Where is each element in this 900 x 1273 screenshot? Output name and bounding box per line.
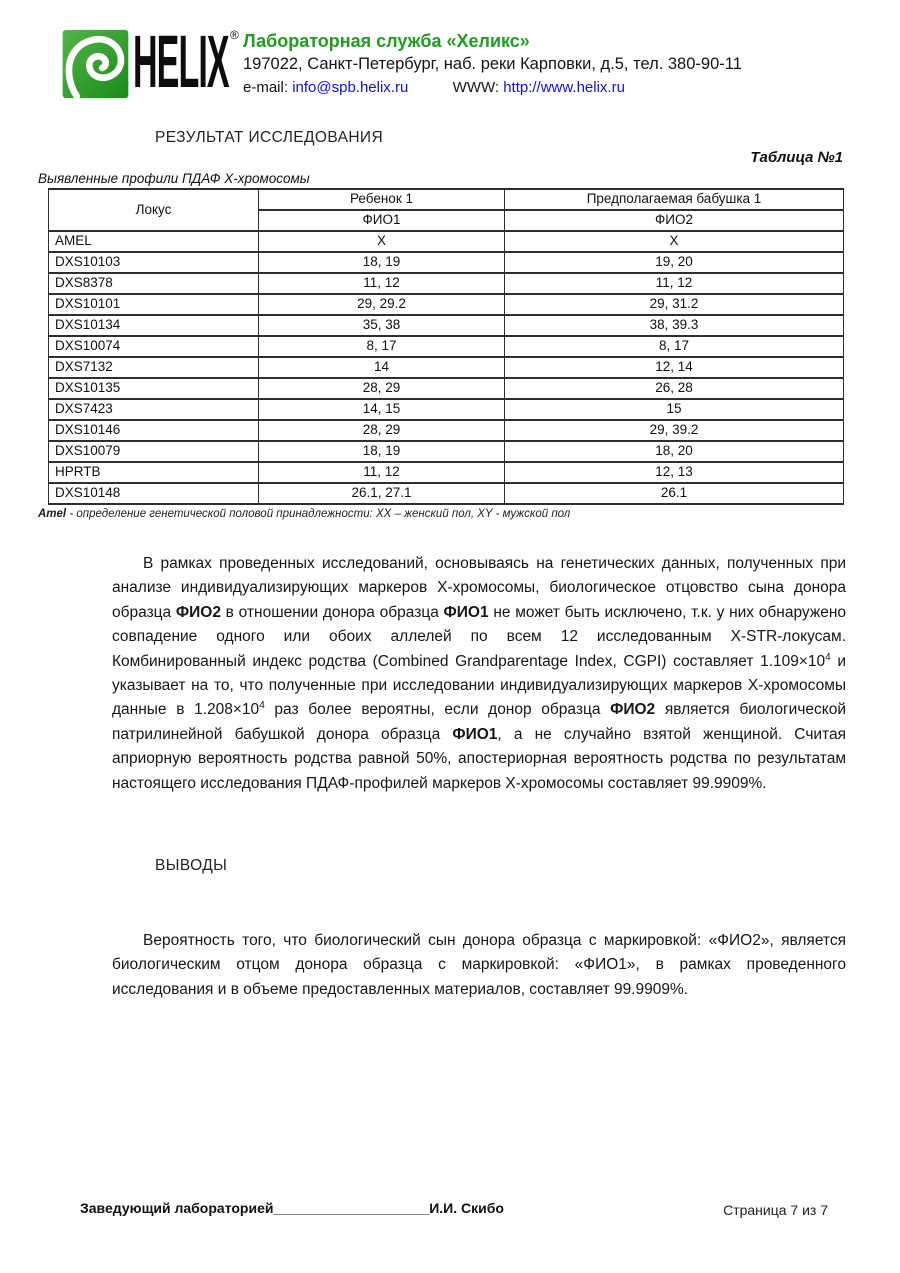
signatory-label: Заведующий лабораторией [80,1200,274,1216]
table-cell-child: 8, 17 [259,336,505,357]
table-cell-child: 35, 38 [259,315,505,336]
str-profiles-table [48,188,844,505]
table-cell-locus: AMEL [49,231,259,252]
helix-spiral-icon [62,29,129,99]
column-header-grandmother: Предполагаемая бабушка 1 [505,189,844,210]
registered-trademark-icon: ® [230,28,239,42]
signatory-name: И.И. Скибо [429,1200,504,1216]
conclusions-paragraph: Вероятность того, что биологический сын донора образца с маркировкой: «ФИО2», является биологическим отцом донора образца с маркировкой: «ФИО1», в рамках проведенного исследования и в объеме предоставленных материалов, составляет 99.9909%. [112,932,846,998]
column-subheader-fio1: ФИО1 [259,210,505,231]
column-header-child: Ребенок 1 [259,189,505,210]
signature-line: ____________________ [273,1200,430,1216]
table-cell-locus: DXS10135 [49,378,259,399]
helix-logo [62,29,129,99]
table-cell-grandmother: 12, 14 [505,357,844,378]
letterhead-text [243,31,742,96]
table-cell-child: 11, 12 [259,462,505,483]
table-cell-locus: HPRTB [49,462,259,483]
table-cell-child: 18, 19 [259,252,505,273]
company-contacts [243,79,742,96]
table-cell-grandmother: 18, 20 [505,441,844,462]
table-cell-child: 26.1, 27.1 [259,483,505,504]
table-cell-locus: DXS7132 [49,357,259,378]
signature-block [80,1200,504,1216]
table-cell-grandmother: 19, 20 [505,252,844,273]
table-cell-grandmother: 38, 39.3 [505,315,844,336]
table-row [49,357,844,378]
table-row [49,273,844,294]
table-cell-locus: DXS10101 [49,294,259,315]
table-cell-child: 11, 12 [259,273,505,294]
column-subheader-fio2: ФИО2 [505,210,844,231]
table-row [49,315,844,336]
table-cell-locus: DXS10148 [49,483,259,504]
table-cell-child: 28, 29 [259,420,505,441]
column-header-locus: Локус [49,189,259,231]
result-heading: РЕЗУЛЬТАТ ИССЛЕДОВАНИЯ [155,129,384,146]
interpretation-paragraph: В рамках проведенных исследований, основываясь на генетических данных, полученных при анализе индивидуализирующих маркеров Х-хромосомы, биологическое отцовство сына донора образца ФИО2 в отношении донора образца ФИО1 не может быть исключено, т.к. у них обнаружено совпадение одного или обоих аллелей по всем 12 исследованным X-STR-локусам. Комбинированный индекс родства (Combined Grandparentage Index, CGPI) составляет $1.109\times 10^4$ и указывает на то, что полученные при исследовании индивидуализирующих маркеров Х-хромосомы данные в $1.208\times 10^4$ раз более вероятны, если донор образца ФИО2 является биологической патрилинейной бабушкой донора образца ФИО1, а не случайно взятой женщиной. Считая априорную вероятность родства равной 50%, апостериорная вероятность родства по результатам настоящего исследования ПДАФ-профилей маркеров Х-хромосомы составляет 99.9909%. [112,555,847,792]
table-cell-child: X [259,231,505,252]
table-cell-child: 29, 29.2 [259,294,505,315]
table-cell-grandmother: 26.1 [505,483,844,504]
company-name: Лабораторная служба «Хеликс» [243,31,530,51]
table-caption: Выявленные профили ПДАФ Х-хромосомы [38,171,310,186]
website-link[interactable]: http://www.helix.ru [503,79,625,96]
table-cell-grandmother: 26, 28 [505,378,844,399]
table-row [49,462,844,483]
table-row [49,483,844,504]
table-cell-grandmother: 11, 12 [505,273,844,294]
table-cell-child: 14, 15 [259,399,505,420]
table-cell-locus: DXS10103 [49,252,259,273]
amel-footnote: Amel - определение генетической половой принадлежности: ХХ – женский пол, ХY - мужской пол [38,508,571,520]
table-number-label: Таблица №1 [750,149,843,166]
table-cell-grandmother: 29, 31.2 [505,294,844,315]
table-cell-grandmother: 15 [505,399,844,420]
table-row [49,294,844,315]
table-cell-locus: DXS10079 [49,441,259,462]
table-header-row-1 [49,189,844,210]
table-row [49,441,844,462]
table-cell-child: 28, 29 [259,378,505,399]
table-cell-locus: DXS10074 [49,336,259,357]
table-cell-grandmother: 12, 13 [505,462,844,483]
helix-wordmark-text: HELIX [133,20,229,103]
table-row [49,231,844,252]
table-cell-grandmother: 8, 17 [505,336,844,357]
table-cell-child: 14 [259,357,505,378]
page-number: Страница 7 из 7 [723,1202,828,1218]
table-cell-locus: DXS7423 [49,399,259,420]
table-row [49,336,844,357]
company-address: 197022, Санкт-Петербург, наб. реки Карповки, д.5, тел. 380-90-11 [243,55,742,73]
table-cell-locus: DXS10146 [49,420,259,441]
table-cell-locus: DXS8378 [49,273,259,294]
table-row [49,378,844,399]
www-label: WWW: [452,79,500,96]
email-link[interactable]: info@spb.helix.ru [292,79,409,96]
table-cell-locus: DXS10134 [49,315,259,336]
table-cell-child: 18, 19 [259,441,505,462]
email-label: e-mail: [243,79,289,96]
table-row [49,399,844,420]
table-cell-grandmother: 29, 39.2 [505,420,844,441]
table-row [49,420,844,441]
conclusions-heading: ВЫВОДЫ [155,857,228,874]
table-cell-grandmother: X [505,231,844,252]
helix-wordmark [133,20,253,103]
table-row [49,252,844,273]
